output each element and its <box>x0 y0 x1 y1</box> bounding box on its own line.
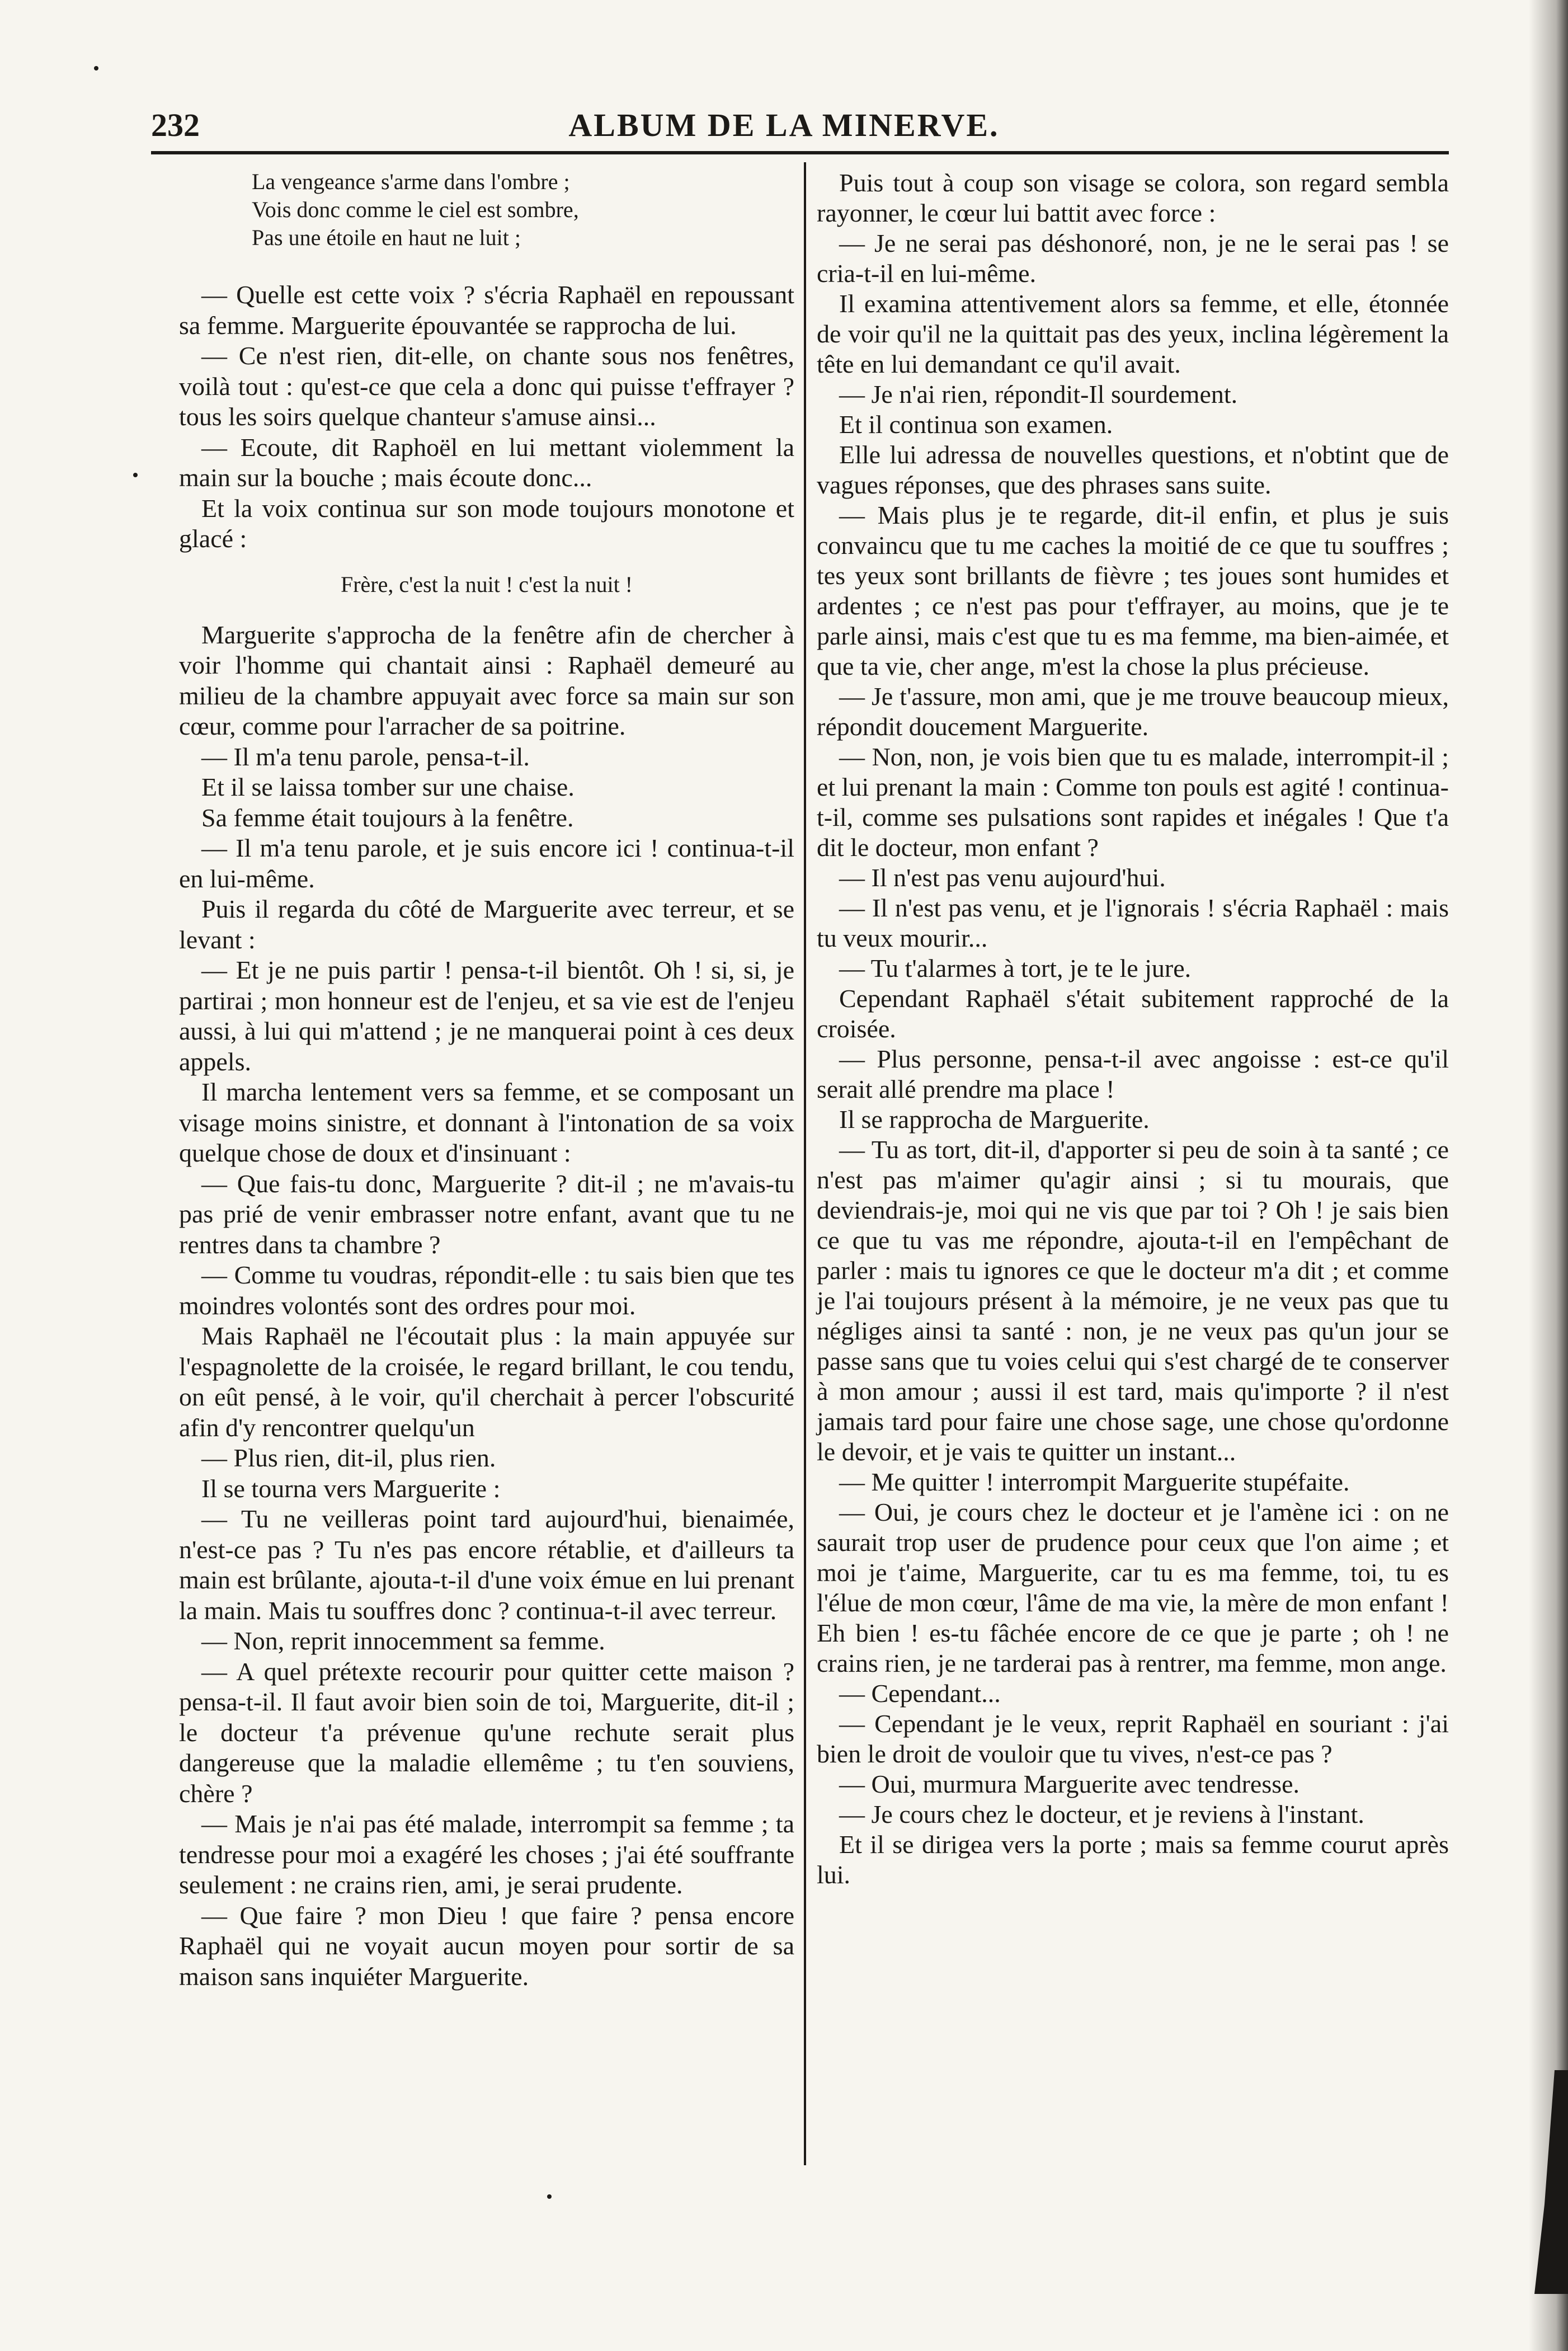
paragraph: Puis il regarda du côté de Marguerite avec terreur, et se levant : <box>179 895 794 954</box>
paragraph: — Que fais-tu donc, Marguerite ? dit-il ; ne m'avais-tu pas prié de venir embrasser notre enfant, avant que tu ne rentres dans ta chambre ? <box>179 1169 794 1259</box>
paragraph: — Ce n'est rien, dit-elle, on chante sous nos fenêtres, voilà tout : qu'est-ce que cela a donc qui puisse t'effrayer ? tous les soirs quelque chanteur s'amuse ainsi... <box>179 341 794 431</box>
left-column <box>179 168 794 1992</box>
paragraph: — Et je ne puis partir ! pensa-t-il bientôt. Oh ! si, si, je partirai ; mon honneur est de l'enjeu, et sa vie est de l'enjeu aussi, à lui qui m'attend ; je ne manquerai point à ces deux appels. <box>179 956 794 1076</box>
paragraph: — Que faire ? mon Dieu ! que faire ? pensa encore Raphaël qui ne voyait aucun moyen pour sortir de sa maison sans inquiéter Marguerite. <box>179 1901 794 1991</box>
right-column <box>817 168 1449 1890</box>
paragraph: Marguerite s'approcha de la fenêtre afin de chercher à voir l'homme qui chantait ainsi : Raphaël demeuré au milieu de la chambre appuyait avec force sa main sur son cœur, comme pour l'arracher de sa poitrine. <box>179 620 794 740</box>
paragraph: — Il m'a tenu parole, et je suis encore ici ! continua-t-il en lui-même. <box>179 834 794 893</box>
paragraph: — Je cours chez le docteur, et je reviens à l'instant. <box>839 1800 1364 1828</box>
paragraph: — Il m'a tenu parole, pensa-t-il. <box>201 742 530 771</box>
paragraph: — Oui, je cours chez le docteur et je l'amène ici : on ne saurait trop user de prudence pour ceux que l'on aime ; et moi je t'aime, Marguerite, car tu es ma femme, toi, tu es l'élue de mon cœur, l'âme de ma vie, la mère de mon enfant ! Eh bien ! es-tu fâchée encore de ce que je parte ; oh ! ne crains rien, je ne tarderai pas à rentrer, ma femme, mon ange. <box>817 1498 1449 1677</box>
binding-shadow <box>1529 0 1568 2351</box>
header-rule <box>151 151 1449 154</box>
paragraph: Elle lui adressa de nouvelles questions, et n'obtint que de vagues réponses, que des phrases sans suite. <box>817 440 1449 499</box>
poem-stanza <box>252 168 794 252</box>
paragraph: Il marcha lentement vers sa femme, et se composant un visage moins sinistre, et donnant à l'intonation de sa voix quelque chose de doux et d'insinuant : <box>179 1078 794 1167</box>
paragraph: — Mais plus je te regarde, dit-il enfin, et plus je suis convaincu que tu me caches la moitié de ce que tu souffres ; tes yeux sont brillants de fièvre ; tes joues sont humides et ardentes ; ce n'est pas pour t'effrayer, au moins, que je te parle ainsi, mais c'est que tu es ma femme, ma bien-aimée, et que ta vie, cher ange, m'est la chose la plus précieuse. <box>817 501 1449 680</box>
paragraph: — Tu t'alarmes à tort, je te le jure. <box>839 954 1192 982</box>
paragraph: Et il continua son examen. <box>839 410 1113 439</box>
paragraph: — Je t'assure, mon ami, que je me trouve beaucoup mieux, répondit doucement Marguerite. <box>817 682 1449 741</box>
paragraph: — Je n'ai rien, répondit-Il sourdement. <box>839 380 1238 408</box>
paragraph: Et il se laissa tomber sur une chaise. <box>201 773 575 801</box>
running-title: ALBUM DE LA MINERVE. <box>568 107 1000 143</box>
column-divider <box>804 162 806 2165</box>
paragraph: Et il se dirigea vers la porte ; mais sa femme courut après lui. <box>817 1830 1449 1889</box>
paragraph: — Comme tu voudras, répondit-elle : tu sais bien que tes moindres volontés sont des ordres pour moi. <box>179 1261 794 1320</box>
paragraph: — Me quitter ! interrompit Marguerite stupéfaite. <box>839 1468 1350 1496</box>
song-refrain: Frère, c'est la nuit ! c'est la nuit ! <box>340 571 633 597</box>
page-number: 232 <box>151 107 200 143</box>
paragraph: Puis tout à coup son visage se colora, son regard sembla rayonner, le cœur lui battit avec force : <box>817 168 1449 227</box>
paragraph: — Ecoute, dit Raphoël en lui mettant violemment la main sur la bouche ; mais écoute donc... <box>179 432 794 492</box>
paragraph: — A quel prétexte recourir pour quitter cette maison ? pensa-t-il. Il faut avoir bien soin de toi, Marguerite, dit-il ; le docteur t'a prévenue qu'une rechute serait plus dangereuse que la maladie ellemême ; tu t'en souviens, chère ? <box>179 1657 794 1808</box>
paragraph-group <box>817 168 1449 1890</box>
margin-speck <box>133 473 138 477</box>
paragraph: — Il n'est pas venu aujourd'hui. <box>839 863 1166 892</box>
poem-line: La vengeance s'arme dans l'ombre ; <box>252 169 570 194</box>
paragraph-group-after-quote <box>179 620 794 1992</box>
paragraph: Il examina attentivement alors sa femme, et elle, étonnée de voir qu'il ne la quittait pas des yeux, inclina légèrement la tête en lui demandant ce qu'il avait. <box>817 289 1449 378</box>
paragraph: Il se rapprocha de Marguerite. <box>839 1105 1150 1134</box>
paragraph: Et la voix continua sur son mode toujours monotone et glacé : <box>179 493 794 553</box>
paragraph: — Il n'est pas venu, et je l'ignorais ! s'écria Raphaël : mais tu veux mourir... <box>817 894 1449 952</box>
paragraph: — Cependant... <box>839 1679 1001 1708</box>
paragraph: Il se tourna vers Marguerite : <box>201 1474 501 1503</box>
paragraph: — Tu ne veilleras point tard aujourd'hui, bienaimée, n'est-ce pas ? Tu n'es pas encore rétablie, et d'ailleurs ta main est brûlante, ajouta-t-il d'une voix émue en lui prenant la main. Mais tu souffres donc ? continua-t-il avec terreur. <box>179 1504 794 1625</box>
poem-line: Vois donc comme le ciel est sombre, <box>252 197 579 222</box>
paragraph: — Quelle est cette voix ? s'écria Raphaël en repoussant sa femme. Marguerite épouvantée se rapprocha de lui. <box>179 280 794 340</box>
paragraph: — Tu as tort, dit-il, d'apporter si peu de soin à ta santé ; ce n'est pas m'aimer qu'agir ainsi ; si tu mourais, que deviendrais-je, moi qui ne vis que par toi ? Oh ! je sais bien ce que tu vas me répondre, ajouta-t-il en l'empêchant de parler : mais tu ignores ce que le docteur m'a dit ; et comme je l'ai toujours présent à la mémoire, je ne veux pas que tu négliges ainsi ta santé : non, je ne veux pas qu'un jour se passe sans que tu voies celui qui s'est chargé de te conserver à mon amour ; aussi il est tard, mais qu'importe ? il n'est jamais tard pour faire une chose sage, une chose qu'ordonne le devoir, et je vais te quitter un instant... <box>817 1135 1449 1466</box>
paragraph: — Mais je n'ai pas été malade, interrompit sa femme ; ta tendresse pour moi a exagéré les choses ; j'ai été souffrante seulement : ne crains rien, ami, je serai prudente. <box>179 1809 794 1899</box>
paragraph: — Plus rien, dit-il, plus rien. <box>201 1443 496 1472</box>
paragraph: Cependant Raphaël s'était subitement rapproché de la croisée. <box>817 984 1449 1043</box>
paragraph: — Oui, murmura Marguerite avec tendresse. <box>839 1770 1300 1798</box>
paragraph: — Cependant je le veux, reprit Raphaël en souriant : j'ai bien le droit de vouloir que tu vives, n'est-ce pas ? <box>817 1709 1449 1768</box>
paragraph: Mais Raphaël ne l'écoutait plus : la main appuyée sur l'espagnolette de la croisée, le regard brillant, le cou tendu, on eût pensé, à le voir, qu'il cherchait à percer l'obscurité afin d'y rencontrer quelqu'un <box>179 1322 794 1442</box>
paragraph: — Je ne serai pas déshonoré, non, je ne le serai pas ! se cria-t-il en lui-même. <box>817 229 1449 288</box>
margin-speck <box>547 2194 552 2199</box>
paragraph: — Non, non, je vois bien que tu es malade, interrompit-il ; et lui prenant la main : Comme ton pouls est agité ! continua-t-il, comme ses pulsations sont rapides et inégales ! Que t'a dit le docteur, mon enfant ? <box>817 742 1449 862</box>
paragraph: — Plus personne, pensa-t-il avec angoisse : est-ce qu'il serait allé prendre ma place ! <box>817 1045 1449 1103</box>
margin-speck <box>94 66 98 70</box>
paragraph: Sa femme était toujours à la fenêtre. <box>201 803 574 832</box>
paragraph-group-before-quote <box>179 280 794 554</box>
poem-line: Pas une étoile en haut ne luit ; <box>252 225 521 250</box>
paragraph: — Non, reprit innocemment sa femme. <box>201 1626 605 1655</box>
